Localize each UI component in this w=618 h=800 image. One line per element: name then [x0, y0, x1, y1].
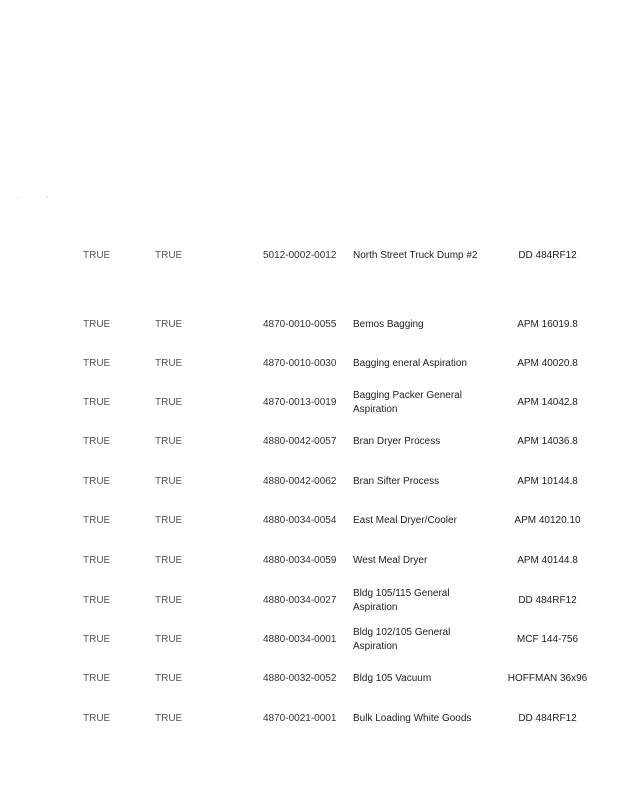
flag-b-cell: TRUE	[155, 250, 183, 261]
equipment-cell: HOFFMAN 36x96	[507, 673, 588, 684]
permit-id-cell: 4880-0034-0054	[263, 515, 337, 526]
table-row	[0, 583, 618, 619]
equipment-cell: DD 484RF12	[518, 713, 577, 724]
flag-b-cell: TRUE	[155, 555, 183, 566]
flag-b-cell: TRUE	[155, 515, 183, 526]
table-row	[0, 543, 618, 579]
flag-b-cell: TRUE	[155, 634, 183, 645]
flag-b-cell: TRUE	[155, 476, 183, 487]
table-row	[0, 424, 618, 460]
permit-id-cell: 4880-0034-0027	[263, 595, 337, 606]
permit-id-cell: 4880-0032-0052	[263, 673, 337, 684]
flag-a-cell: TRUE	[83, 634, 111, 645]
equipment-cell: MCF 144-756	[516, 634, 579, 645]
table-row	[0, 385, 618, 421]
table-row	[0, 622, 618, 658]
equipment-cell: APM 40144.8	[517, 555, 578, 566]
description-cell: Bran Dryer Process	[353, 436, 441, 447]
flag-a-cell: TRUE	[83, 515, 111, 526]
permit-id-cell: 4880-0034-0059	[263, 555, 337, 566]
permit-id-cell: 4880-0042-0057	[263, 436, 337, 447]
description-cell: Bulk Loading White Goods	[353, 713, 472, 724]
table-row	[0, 307, 618, 343]
scan-speck	[47, 196, 48, 197]
table-row	[0, 503, 618, 539]
table-row	[0, 661, 618, 697]
permit-id-cell: 4880-0042-0062	[263, 476, 337, 487]
description-cell: Bldg 105 Vacuum	[353, 673, 432, 684]
flag-a-cell: TRUE	[83, 595, 111, 606]
table-row	[0, 238, 618, 274]
table-row	[0, 701, 618, 737]
flag-b-cell: TRUE	[155, 358, 183, 369]
permit-id-cell: 4870-0013-0019	[263, 397, 337, 408]
equipment-cell: APM 16019.8	[517, 319, 578, 330]
flag-a-cell: TRUE	[83, 555, 111, 566]
flag-a-cell: TRUE	[83, 476, 111, 487]
equipment-cell: APM 14042.8	[517, 397, 578, 408]
flag-a-cell: TRUE	[83, 319, 111, 330]
permit-id-cell: 4870-0010-0055	[263, 319, 337, 330]
flag-a-cell: TRUE	[83, 397, 111, 408]
permit-id-cell: 4870-0021-0001	[263, 713, 337, 724]
description-cell: Bemos Bagging	[353, 319, 424, 330]
flag-a-cell: TRUE	[83, 436, 111, 447]
description-cell: Bldg 105/115 General Aspiration	[353, 588, 450, 613]
flag-a-cell: TRUE	[83, 250, 111, 261]
description-cell: Bagging Packer General Aspiration	[353, 390, 462, 415]
flag-b-cell: TRUE	[155, 673, 183, 684]
table-row	[0, 464, 618, 500]
equipment-cell: APM 10144.8	[517, 476, 578, 487]
equipment-cell: APM 40020.8	[517, 358, 578, 369]
flag-b-cell: TRUE	[155, 397, 183, 408]
flag-b-cell: TRUE	[155, 319, 183, 330]
equipment-cell: APM 14036.8	[517, 436, 578, 447]
flag-b-cell: TRUE	[155, 436, 183, 447]
flag-b-cell: TRUE	[155, 713, 183, 724]
flag-a-cell: TRUE	[83, 358, 111, 369]
description-cell: Bldg 102/105 General Aspiration	[353, 627, 451, 652]
permit-id-cell: 5012-0002-0012	[263, 250, 337, 261]
equipment-cell: APM 40120.10	[514, 515, 581, 526]
equipment-cell: DD 484RF12	[518, 250, 577, 261]
scan-speck	[18, 197, 19, 198]
flag-a-cell: TRUE	[83, 673, 111, 684]
permit-id-cell: 4870-0010-0030	[263, 358, 337, 369]
flag-a-cell: TRUE	[83, 713, 111, 724]
description-cell: North Street Truck Dump #2	[353, 250, 478, 261]
permit-id-cell: 4880-0034-0001	[263, 634, 337, 645]
equipment-cell: DD 484RF12	[518, 595, 577, 606]
description-cell: West Meal Dryer	[353, 555, 428, 566]
table-row	[0, 346, 618, 382]
description-cell: Bran Sifter Process	[353, 476, 440, 487]
description-cell: Bagging eneral Aspiration	[353, 358, 467, 369]
flag-b-cell: TRUE	[155, 595, 183, 606]
description-cell: East Meal Dryer/Cooler	[353, 515, 457, 526]
